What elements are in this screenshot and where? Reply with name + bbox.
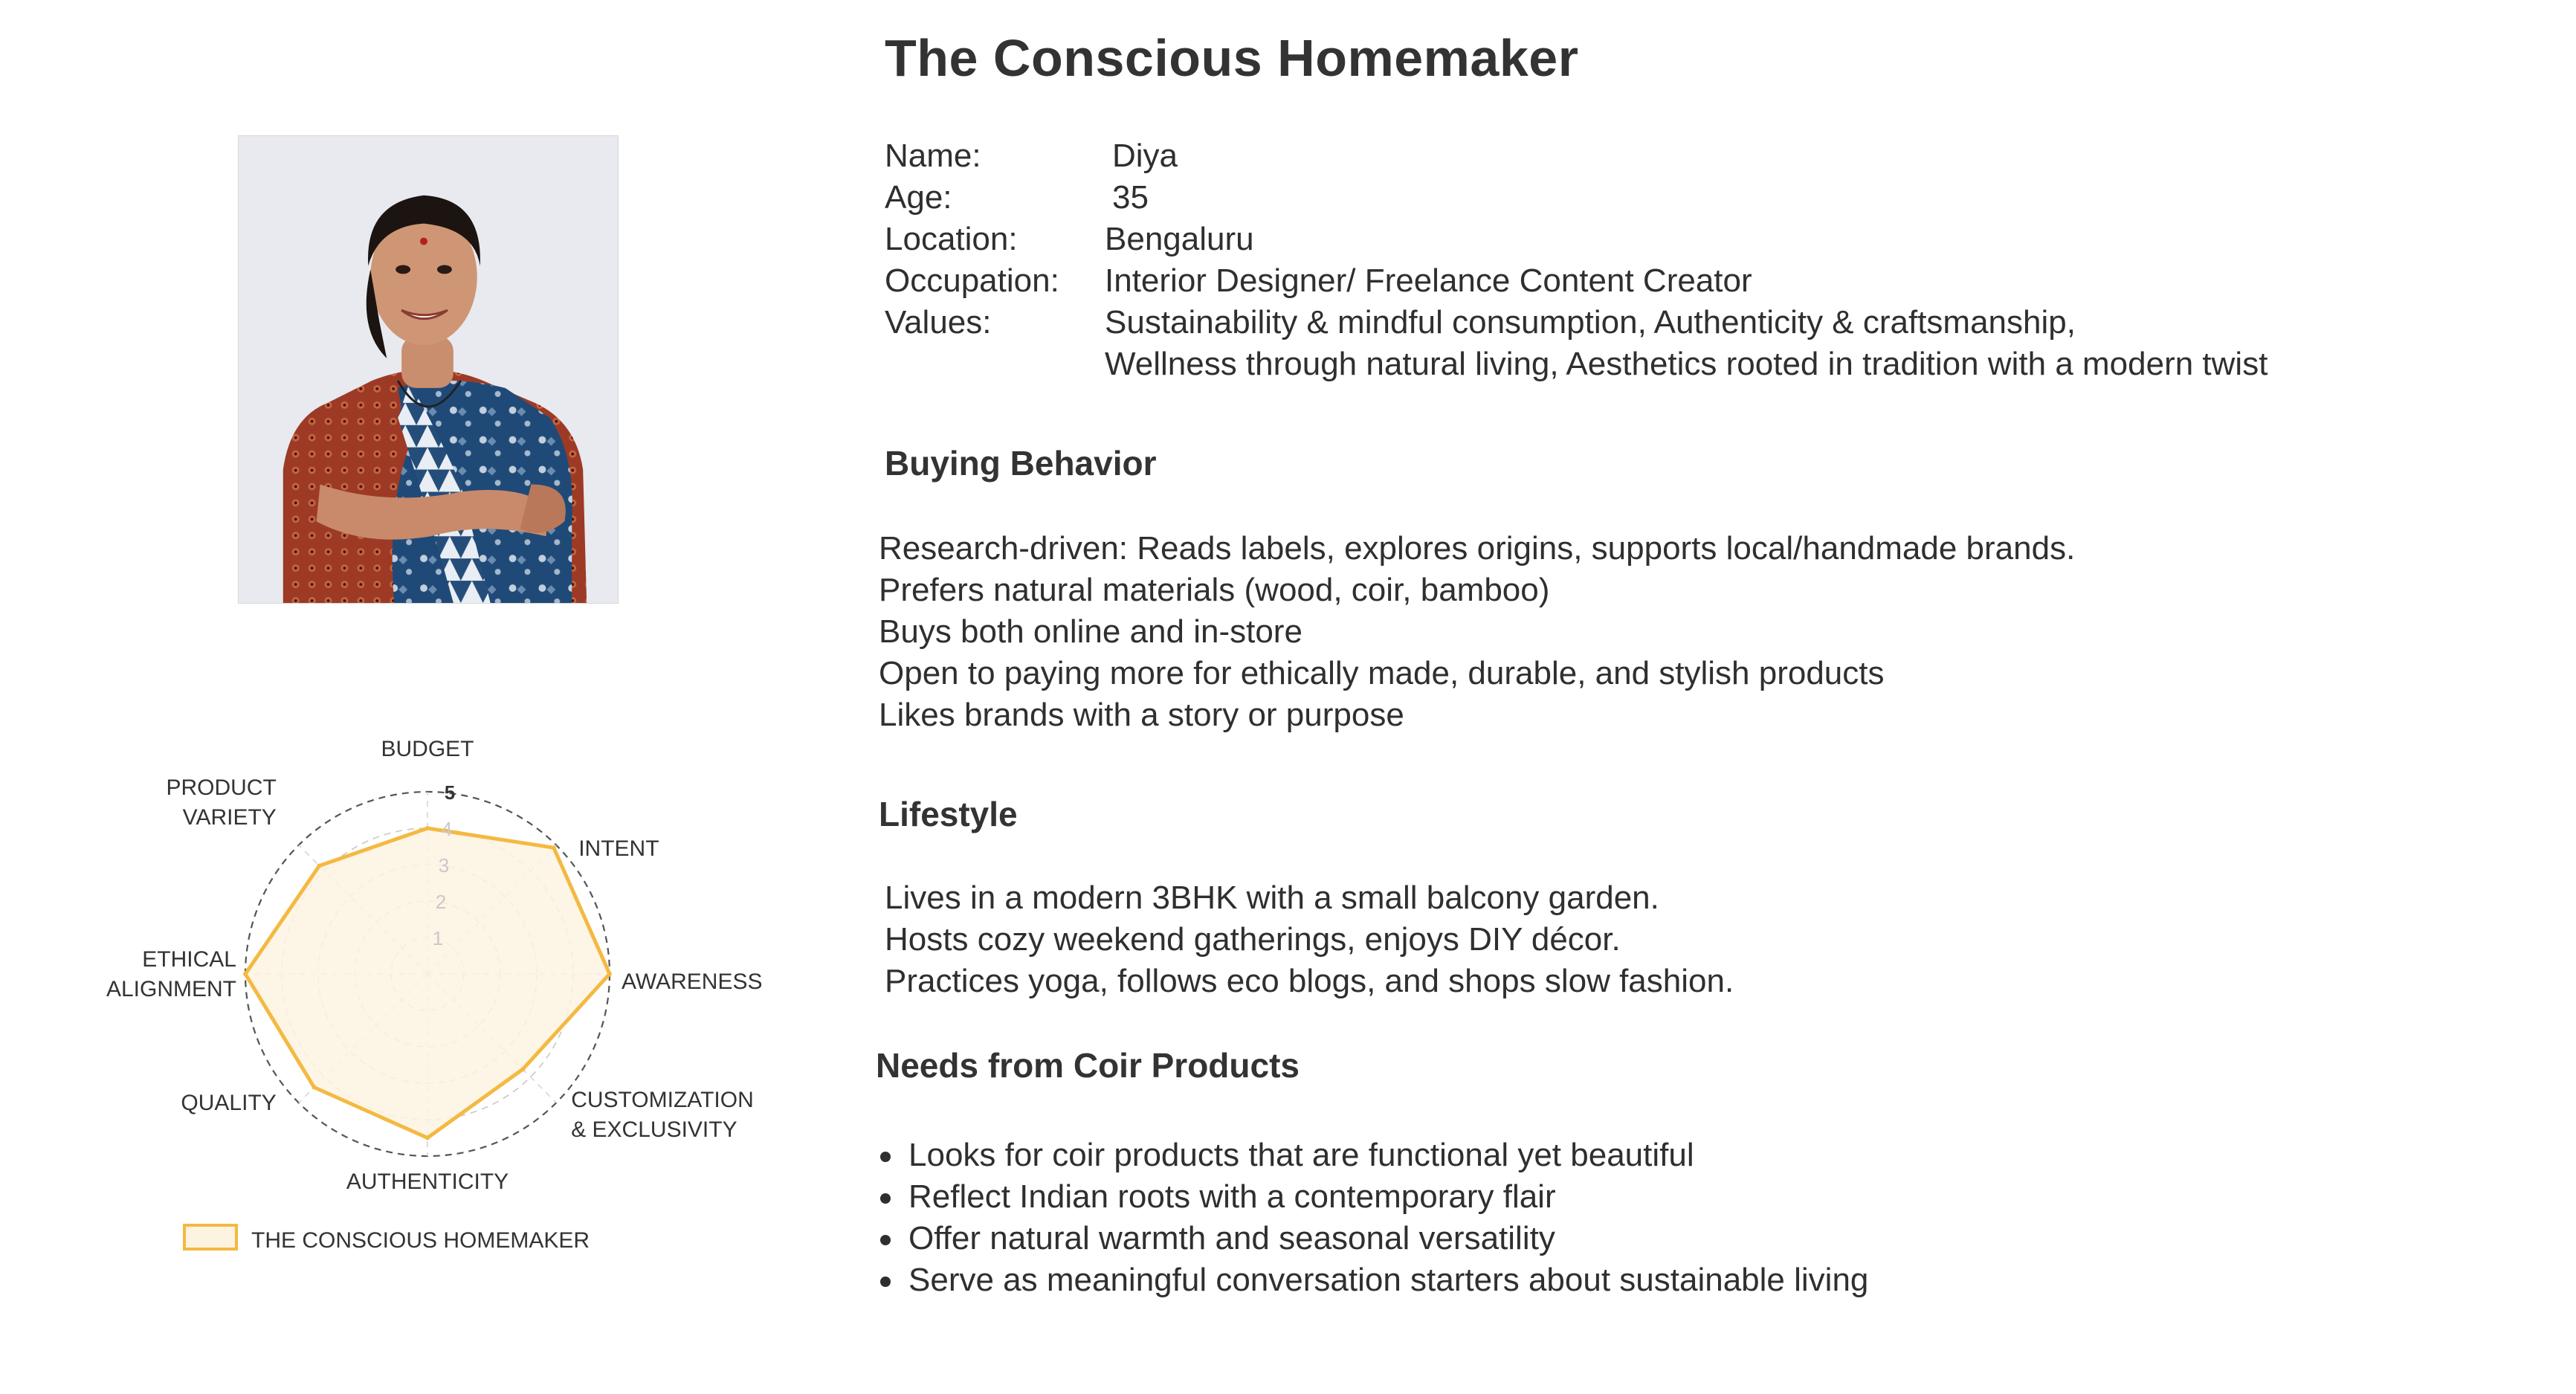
radar-axis-label: INTENT [578, 836, 659, 861]
radar-axis-label: AUTHENTICITY [346, 1169, 509, 1194]
radar-tick-label: 3 [438, 854, 450, 877]
buying-behavior-line: Likes brands with a story or purpose [879, 697, 1404, 733]
profile-value: Interior Designer/ Freelance Content Creator [1105, 262, 1752, 299]
radar-series-area [245, 828, 610, 1138]
buying-behavior-line: Prefers natural materials (wood, coir, bamboo) [879, 572, 1550, 608]
radar-chart [89, 736, 773, 1286]
buying-behavior-line: Open to paying more for ethically made, durable, and stylish products [879, 655, 1885, 691]
profile-value: Sustainability & mindful consumption, Authenticity & craftsmanship, [1105, 304, 2076, 341]
radar-data-point [520, 1067, 525, 1071]
radar-axis-label: PRODUCT VARIETY [166, 775, 277, 830]
buying-behavior-heading: Buying Behavior [885, 444, 1157, 483]
profile-label: Name: [885, 138, 981, 174]
needs-list-item: Offer natural warmth and seasonal versatility [876, 1218, 1868, 1259]
needs-list [876, 1135, 1868, 1301]
legend-label: THE CONSCIOUS HOMEMAKER [251, 1228, 590, 1253]
profile-value: Diya [1112, 138, 1178, 174]
page-title: The Conscious Homemaker [885, 29, 1579, 87]
profile-value: 35 [1112, 179, 1149, 216]
lifestyle-line: Lives in a modern 3BHK with a small balcony garden. [885, 880, 1659, 916]
radar-axis-label: BUDGET [381, 737, 474, 761]
profile-label: Occupation: [885, 262, 1059, 299]
needs-heading: Needs from Coir Products [876, 1046, 1300, 1085]
profile-label: Age: [885, 179, 952, 216]
persona-photo [238, 135, 619, 604]
radar-tick-label: 1 [432, 927, 444, 949]
legend-swatch [184, 1225, 236, 1249]
radar-axis-label: CUSTOMIZATION & EXCLUSIVITY [571, 1088, 754, 1143]
persona-portrait-icon [239, 136, 618, 603]
radar-tick-label: 2 [435, 891, 447, 913]
radar-area [243, 826, 612, 1140]
radar-tick-label: 5 [444, 781, 456, 804]
needs-list-item: Reflect Indian roots with a contemporary flair [876, 1176, 1868, 1218]
radar-data-point [552, 845, 556, 850]
radar-axis-label: ETHICAL ALIGNMENT [106, 947, 236, 1001]
needs-list-item: Looks for coir products that are functional yet beautiful [876, 1135, 1868, 1176]
radar-data-point [312, 1085, 317, 1090]
radar-tick-label: 4 [441, 818, 453, 840]
lifestyle-heading: Lifestyle [879, 795, 1018, 833]
lifestyle-list [885, 877, 1734, 1002]
lifestyle-line: Practices yoga, follows eco blogs, and shops slow fashion. [885, 963, 1734, 999]
profile-label: Location: [885, 221, 1018, 257]
radar-data-point [607, 972, 612, 976]
profile-value-continuation: Wellness through natural living, Aesthetics rooted in tradition with a modern twist [1105, 346, 2268, 382]
radar-data-point [425, 1136, 430, 1140]
radar-data-point [317, 864, 322, 868]
needs-list-item: Serve as meaningful conversation starters about sustainable living [876, 1259, 1868, 1301]
radar-legend [184, 1225, 590, 1253]
lifestyle-line: Hosts cozy weekend gatherings, enjoys DIY décor. [885, 921, 1621, 958]
profile-label: Values: [885, 304, 992, 341]
buying-behavior-list [879, 528, 2075, 736]
radar-data-point [425, 826, 430, 830]
radar-axis-label: AWARENESS [622, 969, 763, 994]
buying-behavior-line: Buys both online and in-store [879, 613, 1302, 650]
profile-value: Bengaluru [1105, 221, 1254, 257]
radar-axis-label: QUALITY [181, 1091, 277, 1116]
buying-behavior-line: Research-driven: Reads labels, explores origins, supports local/handmade brands. [879, 530, 2076, 567]
radar-data-point [243, 972, 248, 976]
